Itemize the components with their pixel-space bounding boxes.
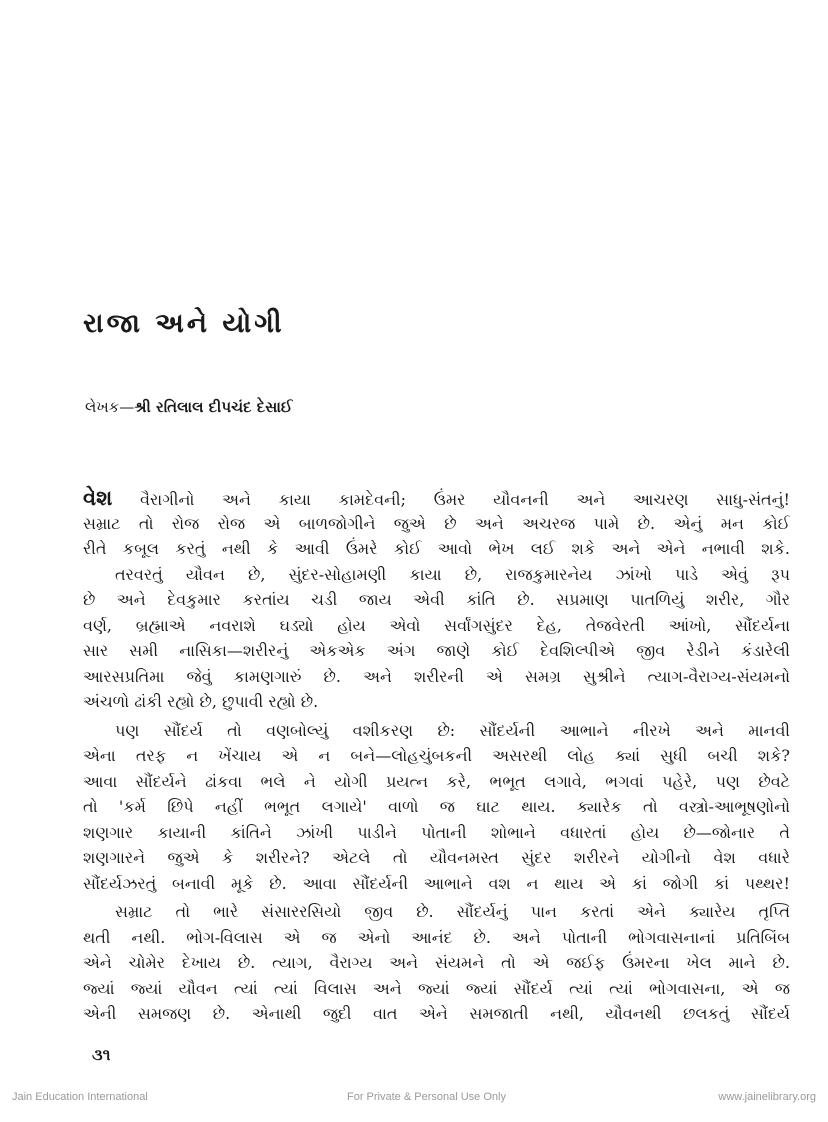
drop-word: વેશ [83,485,113,510]
article-title: રાજા અને યોગી [83,308,285,339]
text-line: પણ સૌંદર્ય તો વણબોલ્યું વશીકરણ છે: સૌંદર્યની આભાને નીરખે અને માનવી [115,720,790,740]
text-line: જ્યાં જ્યાં યૌવન ત્યાં ત્યાં વિલાસ અને જ્યાં જ્યાં સૌંદર્ય ત્યાં ત્યાં ભોગવાસના, એ જ [83,978,790,998]
text-line: રીતે કબૂલ કરતું નથી કે આવી ઉંમરે કોઈ આવો ભેખ લઈ શકે અને એને નભાવી શકે. [83,539,790,558]
page-number: ૩૧ [92,1045,111,1064]
author-byline [85,398,292,416]
text-line: સાર સમી નાસિકા—શરીરનું એકએક અંગ જાણે કોઈ દેવશિલ્પીએ જીવ રેડીને કંડારેલી [83,641,790,660]
author-name: શ્રી રતિલાલ દીપચંદ દેસાઈ [134,398,293,416]
text-line: સૌંદર્યઝરતું બનાવી મૂકે છે. આવા સૌંદર્યની આભાને વશ ન થાય એ કાં જોગી કાં પથ્થર! [83,873,790,893]
text-line: અંચળો ઢાંકી રહ્યો છે, છુપાવી રહ્યો છે. [83,692,319,711]
text-line: શણગાર કાયાની કાંતિને ઝાંખી પાડીને પોતાની શોભાને વધારતાં હોય છે—જોનાર તે [83,822,790,842]
text-line: સમ્રાટ તો રોજ રોજ એ બાળજોગીને જુએ છે અને અચરજ પામે છે. એનું મન કોઈ [83,513,790,533]
text-line: સમ્રાટ તો ભારે સંસારરસિયો જીવ છે. સૌંદર્યનું પાન કરતાં એને ક્યારેય તૃપ્તિ [115,902,790,921]
text-line: એના તરફ ન ખેંચાય એ ન બને—લોહચુંબકની અસરથી લોહ ક્યાં સુધી બચી શકે? [83,746,790,765]
footer-left: Jain Education International [12,1091,148,1103]
text-line: શણગારને જુએ કે શરીરને? એટલે તો યૌવનમસ્ત સુંદર શરીરને યોગીનો વેશ વધારે [83,848,790,867]
text-line: વર્ણ, બ્રહ્માએ નવરાશે ઘડ્યો હોય એવો સર્વાંગસુંદર દેહ, તેજવેરતી આંખો, સૌંદર્યના [83,615,790,635]
author-prefix: લેખક— [85,398,135,416]
text-line: થતી નથી. ભોગ-વિલાસ એ જ એનો આનંદ છે. અને પોતાની ભોગવાસનાનાં પ્રતિબિંબ [83,927,790,947]
article-body [83,485,790,1027]
footer-right: www.jainelibrary.org [718,1091,816,1103]
text-line: આરસપ્રતિમા જેવું કામણગારું છે. અને શરીરની એ સમગ્ર સુશ્રીને ત્યાગ-વૈરાગ્ય-સંયમનો [83,666,790,686]
text-line: તરવરતું યૌવન છે, સુંદર-સોહામણી કાયા છે, રાજકુમારનેય ઝાંખો પાડે એવું રૂપ [115,564,790,584]
text-line: એને ચોમેર દેખાય છે. ત્યાગ, વૈરાગ્ય અને સંયમને તો એ જઈફ ઉંમરના ખેલ માને છે. [83,953,790,972]
text-line: તો 'કર્મ છિપે નહીં ભભૂત લગાયે' વાળો જ ઘાટ થાય. ક્યારેક તો વસ્ત્રો-આભૂષણોનો [83,797,790,816]
text-line: આવા સૌંદર્યને ઢાંકવા ભલે ને યોગી પ્રયત્ન કરે, ભભૂત લગાવે, ભગવાં પહેરે, પણ છેવટે [83,771,790,791]
text-line: વેશ વૈરાગીનો અને કાયા કામદેવની; ઉંમર યૌવનની અને આચરણ સાધુ-સંતનું! [83,485,790,510]
text-line: એની સમજણ છે. એનાથી જુદી વાત એને સમજાતી નથી, યૌવનથી છલકતું સૌંદર્ય [83,1004,790,1023]
footer-center: For Private & Personal Use Only [347,1091,506,1103]
text-line: છે અને દેવકુમાર કરતાંય ચડી જાય એવી કાંતિ છે. સપ્રમાણ પાતળિયું શરીર, ગૌર [83,590,790,609]
